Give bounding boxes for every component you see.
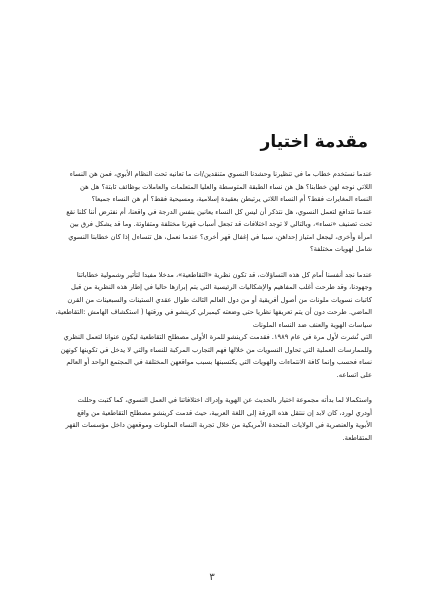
text-line: سياسات الهوية والعنف ضد النساء الملونات bbox=[252, 320, 372, 329]
text-line: عندما نتدافع لتعمل النسوي، هل نتذكر أن ليس كل النساء يعانين بنفس الدرجة في واقعنا، أم نفترض أننا كلنا نقع bbox=[66, 207, 372, 216]
paragraph-1 bbox=[52, 168, 372, 256]
text-line: واستكمالا لما بدأته مجموعة اختيار بالحديث عن الهوية وإدراك اختلافاتنا في العمل النسوي، كما كتبت وحللت bbox=[77, 396, 372, 404]
text-line: التي نُشرت لأول مرة في عام ١٩٨٩. فقدمت كرينشو للمرة الأولى مصطلح التقاطعية ليكون عنوانا لتعمل النظري bbox=[63, 333, 372, 341]
text-line: النساء المغايرات فقط؟ أم النساء اللاتي يرتبطن بعقيدة إسلامية، ومسيحية فقط؟ أم هن النساء جميعا؟ bbox=[91, 195, 372, 203]
page-number: ٣ bbox=[209, 572, 215, 583]
text-line: نساء فحسب وإنما كافة الانتماءات والهويات التي يكتسبنها بسبب مواقعهن المختلفة في المجتمع الواحد أو العالم bbox=[66, 358, 372, 366]
text-line: اللاتي نوجه لهن خطابنا؟ هل هن نساء الطبقة المتوسطة والعليا المتعلمات والعاملات بوظائف ثابتة؟ هل هن bbox=[80, 182, 372, 191]
paragraph-2 bbox=[52, 269, 372, 382]
text-line: أودري لورد، كان لابد إن ننتقل هذه الورقة إلى اللغة العربية، حيث قدمت كرينشو مصطلح التقاطعية من واقع bbox=[77, 408, 372, 417]
text-line: امرأة وأخرى، ليجعل امتياز إحداهن، سببا في إغفال قهر أخرى؟ عندما نعمل، هل تتساءل إذا كان خطابنا النسوي bbox=[68, 232, 372, 241]
text-line: تحت تصنيف «نساء»، وبالتالي لا توجد اختلافات قد تجعل أسباب قهرنا مختلفة ومتفاوتة. وما قد يشكل فرق بين bbox=[69, 220, 372, 228]
text-line: عندما نجد أنفسنا أمام كل هذه التساؤلات، قد تكون نظرية «التقاطعية»، مدخلا مفيدا لتأثير وشمولية خطاباتنا bbox=[76, 270, 372, 279]
text-line: الماضي. طرحت دون أن يتم تعريفها نظريا حتى وضعته كيمبرلي كرينشو في ورقتها ( استكشاف الهامش :التقاطعية، bbox=[55, 308, 372, 316]
paragraph-3 bbox=[52, 394, 372, 444]
page-title: مقدمة اختيار bbox=[260, 132, 368, 152]
text-line: شامل لهويات مختلفة؟ bbox=[310, 245, 372, 253]
text-line: الأبوية والعنصرية في الولايات المتحدة الأمريكية من خلال تجربة النساء الملونات وموقعهن داخل مؤسسات القهر bbox=[65, 421, 372, 429]
text-line: عندما نستخدم خطاب ما في تنظيرنا وحشدنا النسوي متنقدين/ات ما تعانيه تحت النظام الأبوي، فمن هن النساء bbox=[69, 170, 372, 178]
body-text bbox=[52, 168, 372, 457]
text-line: المتقاطعة. bbox=[342, 433, 372, 442]
text-line: كاتبات نسويات ملونات من أصول أفريقية أو من دول العالم الثالث طوال عقدي الستينات والسبعينات من القرن bbox=[67, 295, 372, 304]
text-line: وللممارسات العملية التي تحاول النسويات من خلالها فهم التجارب المركبة للنساء والتي لا يدخل في تكوينها كونهن bbox=[60, 345, 372, 354]
text-line: وجهودنا، وقد طرحت أغلب المفاهيم والإشكاليات الرئيسية التي يتم إبرازها حاليا في إطار هذه النظرية من قبل bbox=[71, 283, 372, 291]
text-line: على اتساعه. bbox=[336, 370, 372, 379]
